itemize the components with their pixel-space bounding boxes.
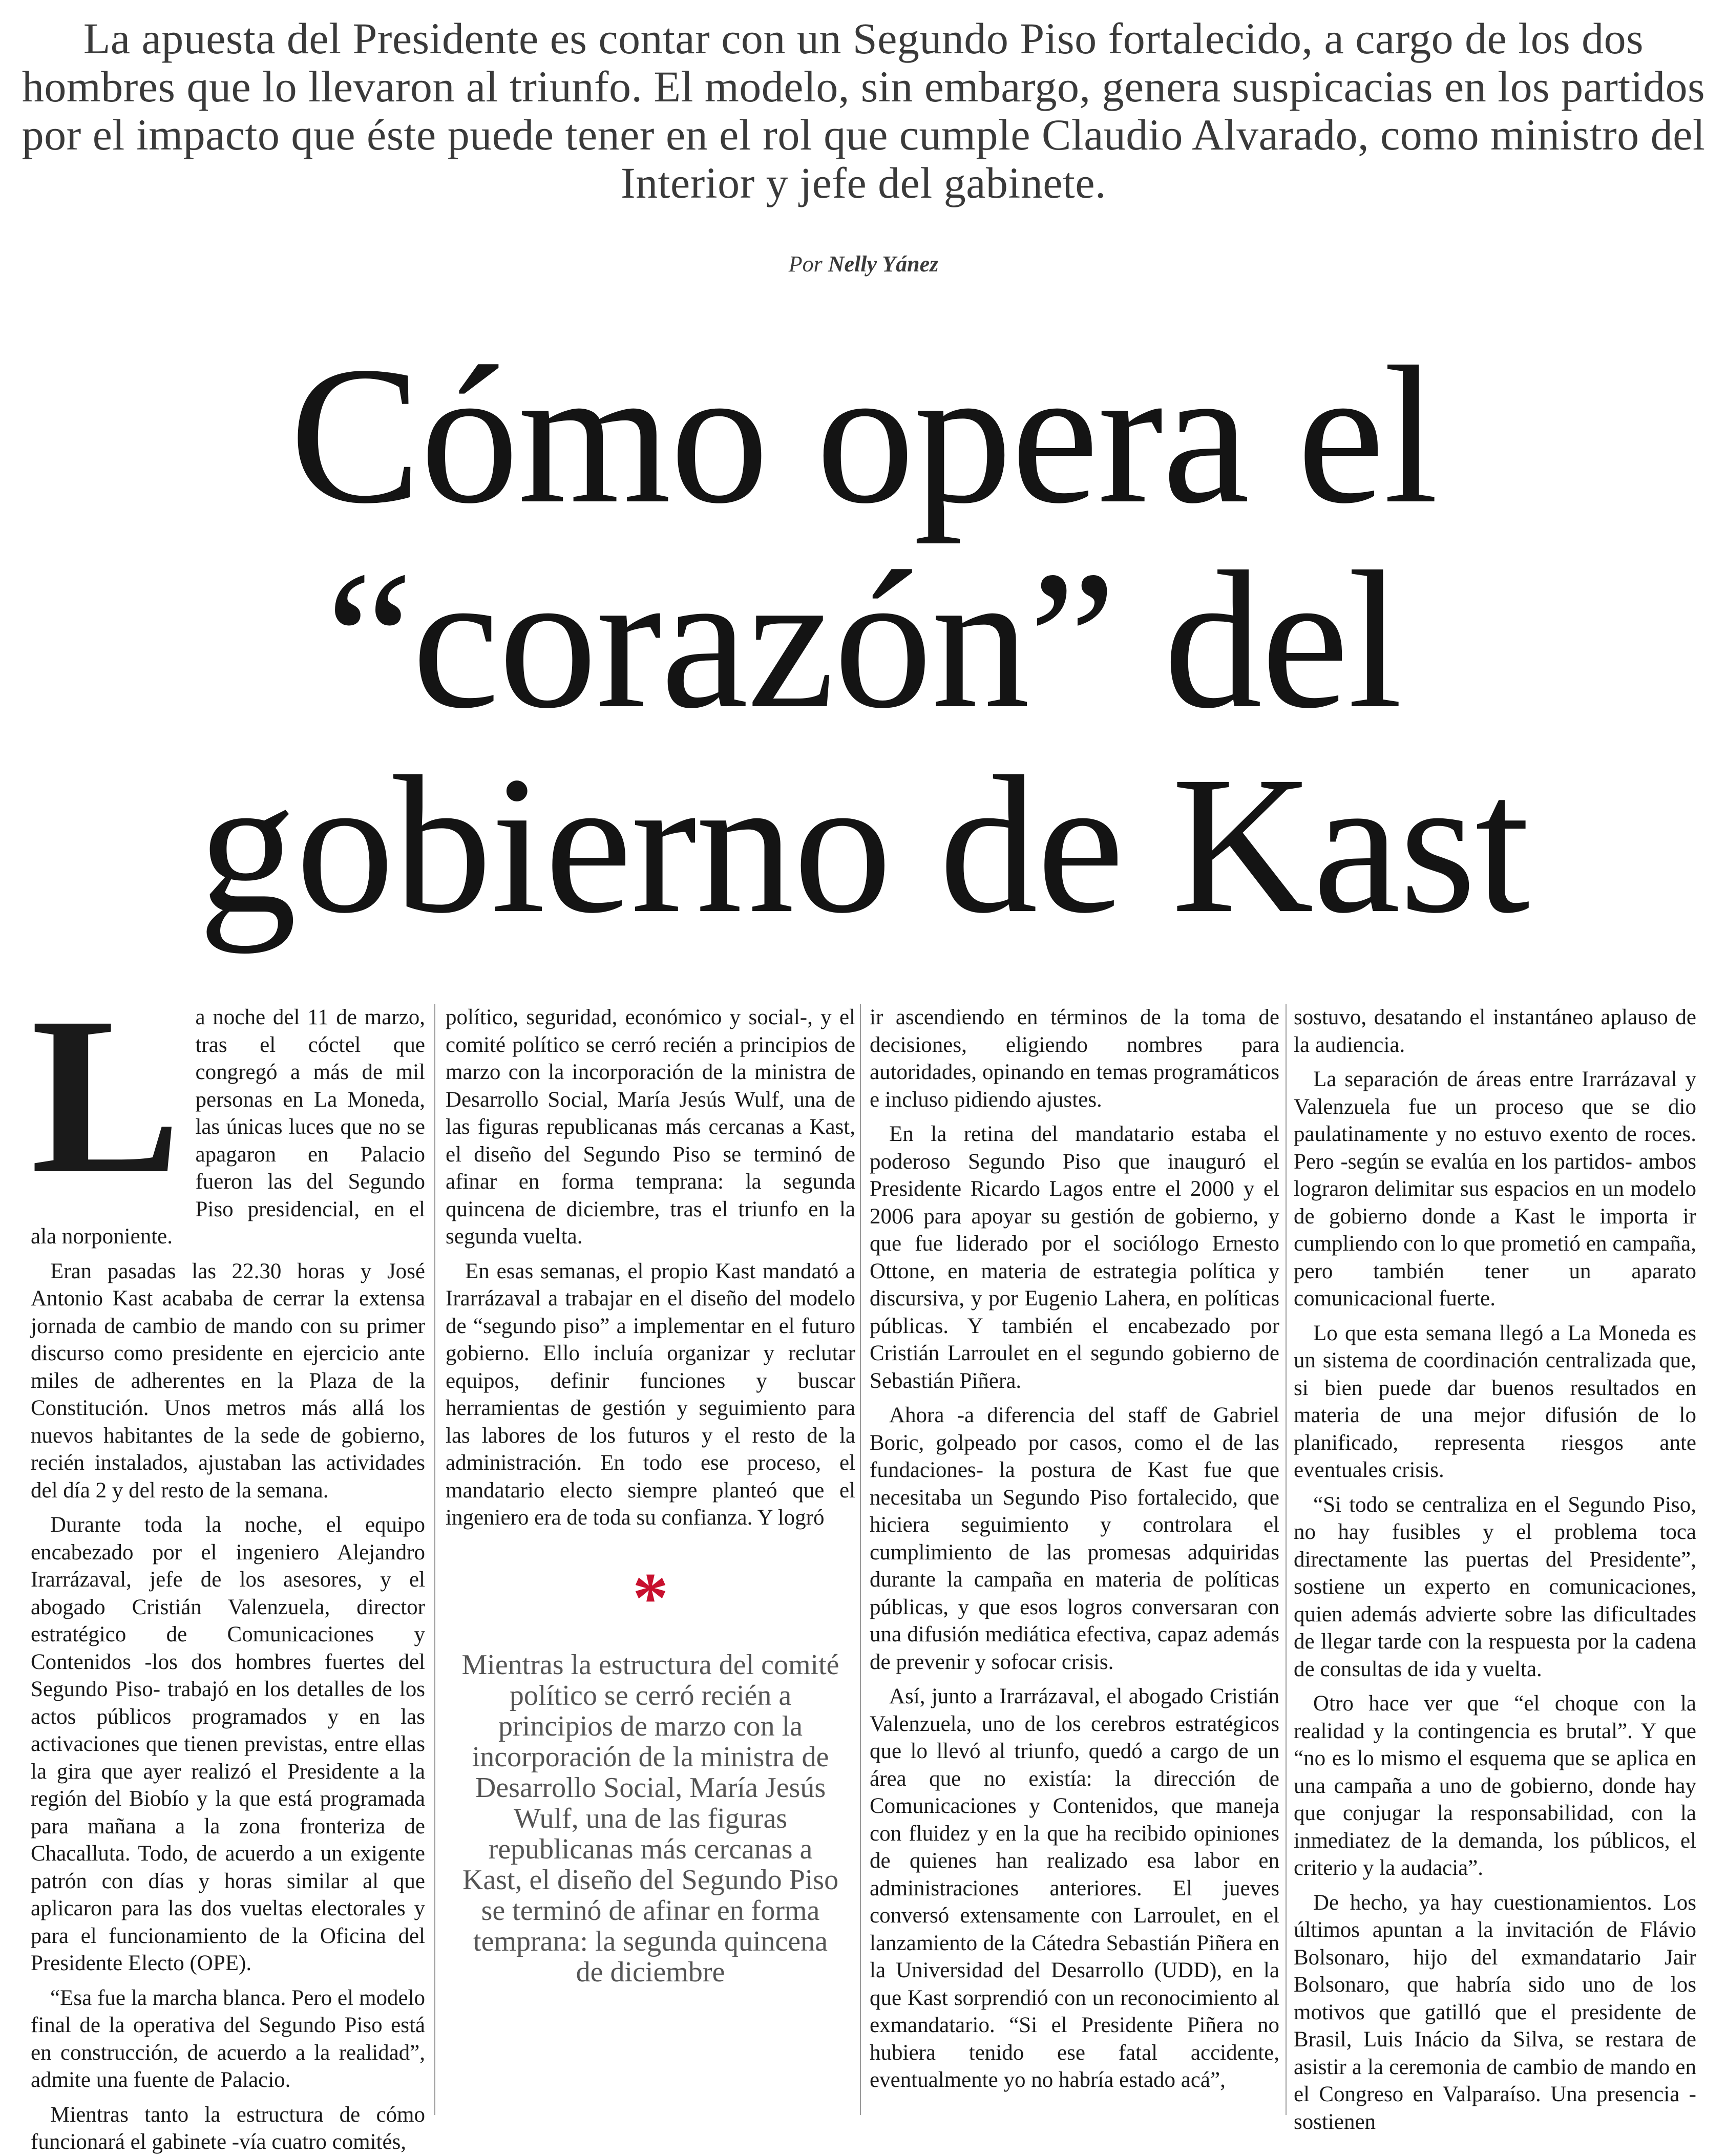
column-4 — [1294, 1004, 1696, 2134]
paragraph: En la retina del mandatario estaba el poderoso Segundo Piso que inauguró el Presidente Ricardo Lagos entre el 2000 y el 2006 para apoyar su gestión de gobierno, y que fue liderado por el sociólogo Ernesto Ottone, en materia de estrategia política y discursiva, y por Eugenio Lahera, en políticas públicas. Y también el encabezado por Cristián Larroulet en el segundo gobierno de Sebastián Piñera. — [870, 1122, 1279, 1393]
byline — [0, 251, 1727, 277]
pull-quote — [446, 1558, 855, 1988]
column-divider — [860, 1004, 861, 2115]
pull-quote-text: Mientras la estructura del comité político se cerró recién a principios de marzo con la incorporación de la ministra de Desarrollo Social, María Jesús Wulf, una de las figuras republicanas más cercanas a Kast, el diseño del Segundo Piso se terminó de afinar en forma temprana: la segunda quincena de diciembre — [461, 1648, 839, 1988]
paragraph: Durante toda la noche, el equipo encabezado por el ingeniero Alejandro Irarrázaval, jefe de los asesores, y el abogado Cristián Valenzuela, director estratégico de Comunicaciones y Contenidos -los dos hombres fuertes del Segundo Piso- trabajó en los detalles de los actos públicos programados y en las activaciones que tienen previstas, entre ellas la gira que ayer realizó el Presidente a la región del Biobío y la que está programada para mañana a la zona fronteriza de Chacalluta. Todo, de acuerdo a un exigente patrón con días y horas similar al que aplicaron para las dos vueltas electorales y para el funcionamiento de la Oficina del Presidente Electo (OPE). — [31, 1513, 425, 1975]
drop-cap: L — [31, 971, 181, 1220]
byline-author: Nelly Yánez — [828, 251, 939, 277]
paragraph: De hecho, ya hay cuestionamientos. Los últimos apuntan a la invitación de Flávio Bolsonaro, hijo del exmandatario Jair Bolsonaro, que habría sido uno de los motivos que gatilló que el presidente de Brasil, Luis Inácio da Silva, se restara de asistir a la ceremonia de cambio de mando en el Congreso en Valparaíso. Una presencia -sostienen — [1294, 1890, 1696, 2134]
paragraph: ir ascendiendo en términos de la toma de decisiones, eligiendo nombres para autoridades, opinando en temas programáticos e incluso pidiendo ajustes. — [870, 1005, 1279, 1112]
headline-line-1: Cómo opera el — [289, 326, 1438, 544]
article-deck: La apuesta del Presidente es contar con un Segundo Piso fortalecido, a cargo de los dos hombres que lo llevaron al triunfo. El modelo, sin embargo, genera suspicacias en los partidos por el impacto que éste puede tener en el rol que cumple Claudio Alvarado, como ministro del Interior y jefe del gabinete. — [22, 14, 1705, 207]
article-body — [31, 971, 1696, 2154]
paragraph: Así, junto a Irarrázaval, el abogado Cristián Valenzuela, uno de los cerebros estratégicos que lo llevó al triunfo, quedó a cargo de un área que no existía: la dirección de Comunicaciones y Contenidos, que maneja con fluidez y en la que ha recibido opiniones de quienes han realizado esa labor en administraciones anteriores. El jueves conversó extensamente con Larroulet, en el lanzamiento de la Cátedra Sebastián Piñera en la Universidad del Desarrollo (UDD), en la que Kast sorprendió con un reconocimiento al exmandatario. “Si el Presidente Piñera no hubiera tenido ese fatal accidente, eventualmente yo no habría estado acá”, — [870, 1684, 1279, 2092]
column-divider — [434, 1004, 435, 2115]
paragraph: sostuvo, desatando el instantáneo aplauso de la audiencia. — [1294, 1005, 1696, 1057]
paragraph: Otro hace ver que “el choque con la realidad y la contingencia es brutal”. Y que “no es lo mismo el esquema que se aplica en una campaña a uno de gobierno, donde hay que conjugar la responsabilidad, con la inmediatez de la demanda, los públicos, el criterio y la audacia”. — [1294, 1692, 1696, 1880]
paragraph: Mientras tanto la estructura de cómo funcionará el gabinete -vía cuatro comités, — [31, 2102, 425, 2154]
paragraph: La separación de áreas entre Irarrázaval y Valenzuela fue un proceso que se dio paulatinamente y no estuvo exento de roces. Pero -según se evalúa en los partidos- ambos lograron delimitar sus espacios en un modelo de gobierno donde a Kast le importa ir cumpliendo con lo que prometió en campaña, pero también tener un aparato comunicacional fuerte. — [1294, 1067, 1696, 1310]
column-1 — [31, 971, 425, 2154]
byline-prefix: Por — [788, 251, 823, 277]
paragraph: Eran pasadas las 22.30 horas y José Antonio Kast acababa de cerrar la extensa jornada de cambio de mando con su primer discurso como presidente en ejercicio ante miles de adherentes en la Plaza de la Constitución. Unos metros más allá los nuevos habitantes de la sede de gobierno, recién instalados, ajustaban las actividades del día 2 y del resto de la semana. — [31, 1259, 425, 1503]
paragraph: político, seguridad, económico y social-, y el comité político se cerró recién a principios de marzo con la incorporación de la ministra de Desarrollo Social, María Jesús Wulf, una de las figuras republicanas más cercanas a Kast, el diseño del Segundo Piso se terminó de afinar en forma temprana: la segunda quincena de diciembre, tras el triunfo en la segunda vuelta. — [446, 1005, 855, 1249]
paragraph: En esas semanas, el propio Kast mandató a Irarrázaval a trabajar en el diseño del modelo de “segundo piso” a implementar en el futuro gobierno. Ello incluía organizar y reclutar equipos, definir funciones y buscar herramientas de gestión y seguimiento para las labores de los futuros y el resto de la administración. En todo ese proceso, el mandatario electo siempre planteó que el ingeniero era de toda su confianza. Y logró — [446, 1259, 855, 1530]
paragraph: “Esa fue la marcha blanca. Pero el modelo final de la operativa del Segundo Piso está en construcción, de acuerdo a la realidad”, admite una fuente de Palacio. — [31, 1985, 425, 2092]
paragraph: Ahora -a diferencia del staff de Gabriel Boric, golpeado por casos, como el de las fundaciones- la postura de Kast fue que necesitaba un Segundo Piso fortalecido, que hiciera seguimiento y controlara el cumplimiento de las promesas adquiridas durante la campaña en materia de políticas públicas, y que esos logros conversaran con una difusión mediática efectiva, capaz además de prevenir y sofocar crisis. — [870, 1403, 1279, 1674]
headline-line-3: gobierno de Kast — [198, 736, 1529, 954]
paragraph: Lo que esta semana llegó a La Moneda es un sistema de coordinación centralizada que, si bien puede dar buenos resultados en materia de una mejor difusión de lo planificado, representa riesgos ante eventuales crisis. — [1294, 1321, 1696, 1482]
column-divider — [1286, 1004, 1287, 2115]
column-2 — [446, 1004, 855, 2115]
column-3 — [870, 1004, 1279, 2115]
asterisk-icon: * — [633, 1558, 668, 1638]
paragraph: “Si todo se centraliza en el Segundo Piso, no hay fusibles y el problema toca directamente las puertas del Presidente”, sostiene un experto en comunicaciones, quien además advierte sobre las dificultades de llegar tarde con la respuesta por la cadena de consultas de ida y vuelta. — [1294, 1492, 1696, 1681]
headline-line-2: “corazón” del — [325, 531, 1402, 749]
article-headline — [31, 326, 1696, 954]
paragraph: a noche del 11 de marzo, tras el cóctel que congregó a más de mil personas en La Moneda, las únicas luces que no se apagaron en Palacio fueron las del Segundo Piso presidencial, en el ala norponiente. — [31, 1005, 425, 1249]
